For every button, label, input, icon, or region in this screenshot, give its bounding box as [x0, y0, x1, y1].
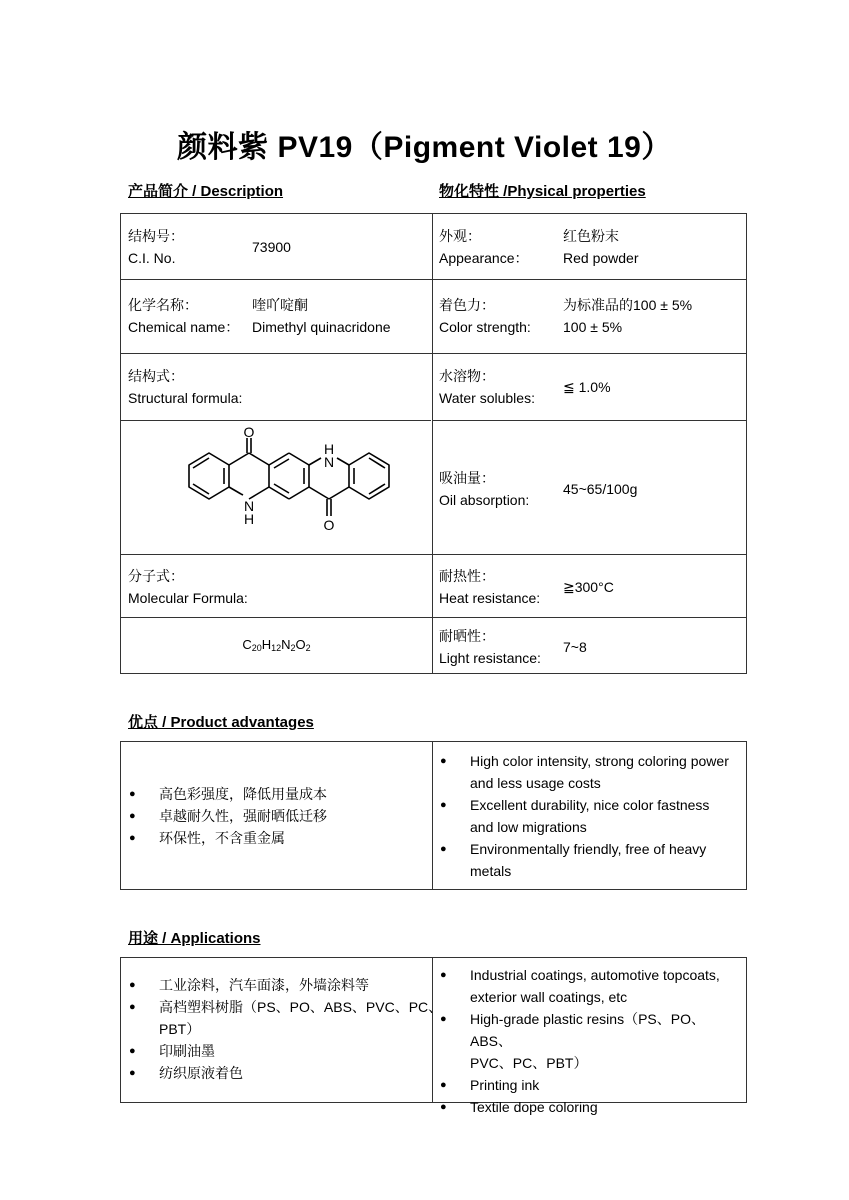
- oil-absorption-value: 45~65/100g: [563, 481, 638, 497]
- list-item-line: ● Textile dope coloring: [470, 1099, 598, 1115]
- light-resistance-value: 7~8: [563, 639, 587, 655]
- list-item: [440, 838, 729, 882]
- list-item-line: ● 印刷油墨: [159, 1043, 215, 1059]
- appearance-value: [563, 225, 639, 269]
- appearance-label: [439, 225, 529, 269]
- molecular-formula-value: [121, 637, 432, 653]
- appearance-label-en: Appearance：: [439, 250, 529, 266]
- row-divider: [121, 554, 746, 555]
- water-solubles-value: ≦ 1.0%: [563, 379, 611, 395]
- advantages-list-cn: [129, 783, 327, 849]
- properties-table: [120, 213, 747, 674]
- list-item-line: ● Printing ink: [470, 1077, 540, 1093]
- light-label-cn: 耐晒性：: [439, 628, 495, 644]
- list-item: ● 环保性，不含重金属: [129, 827, 327, 849]
- struct-label-cn: 结构式：: [128, 368, 184, 384]
- list-item-line: metals: [470, 863, 512, 879]
- list-item-line: ● 纺织原液着色: [159, 1065, 243, 1081]
- list-item-line: and low migrations: [470, 819, 587, 835]
- row-divider: [121, 420, 431, 421]
- chem-label-cn: 化学名称：: [128, 297, 198, 313]
- color-strength-value: [563, 294, 692, 338]
- list-item: [129, 1062, 442, 1084]
- ci-label-cn: 结构号：: [128, 228, 184, 244]
- list-item-line: ● High color intensity, strong coloring power: [470, 753, 729, 769]
- heat-resistance-value: ≧300°C: [563, 579, 614, 595]
- list-item-line: exterior wall coatings, etc: [470, 989, 628, 1005]
- section-physical-heading: 物化特性 /Physical properties: [439, 183, 646, 200]
- oxygen-top-label: O: [243, 426, 255, 440]
- list-item: [129, 996, 442, 1040]
- formula-h-count: 12: [271, 643, 282, 653]
- formula-c: C: [242, 637, 252, 652]
- list-item-line: ● Excellent durability, nice color fastness: [470, 797, 710, 813]
- heat-label-en: Heat resistance:: [439, 590, 541, 606]
- nh-top-h-label: H: [323, 441, 335, 457]
- formula-n: N: [281, 637, 291, 652]
- ci-label-en: C.I. No.: [128, 250, 176, 266]
- chem-value-cn: 喹吖啶酮: [252, 297, 308, 313]
- formula-o-count: 2: [305, 643, 311, 653]
- oil-label-en: Oil absorption:: [439, 492, 530, 508]
- chem-value-en: Dimethyl quinacridone: [252, 319, 391, 335]
- list-item-line: PBT）: [159, 1021, 201, 1037]
- chemical-name-label: [128, 294, 239, 338]
- strength-value-en: 100 ± 5%: [563, 319, 623, 335]
- list-item-line: ● High-grade plastic resins（PS、PO、ABS、: [470, 1011, 705, 1049]
- struct-label-en: Structural formula:: [128, 390, 243, 406]
- row-divider: [432, 420, 746, 421]
- water-solubles-label: [439, 365, 535, 409]
- list-item: ● 卓越耐久性，强耐晒低迁移: [129, 805, 327, 827]
- ci-value: 73900: [252, 239, 291, 255]
- formula-n-count: 2: [290, 643, 296, 653]
- formula-o: O: [295, 637, 306, 652]
- list-item: [129, 1040, 442, 1062]
- oil-label-cn: 吸油量：: [439, 470, 495, 486]
- list-item: [440, 1096, 746, 1118]
- heat-label-cn: 耐热性：: [439, 568, 495, 584]
- strength-label-cn: 着色力：: [439, 297, 495, 313]
- color-strength-label: [439, 294, 531, 338]
- light-label-en: Light resistance:: [439, 650, 541, 666]
- heat-resistance-label: [439, 565, 540, 609]
- nh-top-n-label: N: [323, 454, 335, 470]
- nh-bottom-h-label: H: [243, 511, 255, 527]
- section-advantages-heading: 优点 / Product advantages: [128, 714, 314, 731]
- appearance-label-cn: 外观：: [439, 228, 481, 244]
- row-divider: [121, 353, 746, 354]
- page-title: 颜料紫 PV19（Pigment Violet 19）: [177, 131, 672, 164]
- chemical-name-value: [252, 294, 391, 338]
- applications-box: [120, 957, 747, 1115]
- row-divider: [121, 617, 746, 618]
- applications-list-en: [440, 964, 746, 1118]
- list-item: [440, 964, 746, 1008]
- oxygen-bottom-label: O: [323, 517, 335, 533]
- mol-label-en: Molecular Formula:: [128, 590, 248, 606]
- strength-value-cn: 为标准品的100 ± 5%: [563, 297, 693, 313]
- list-item: [440, 794, 729, 838]
- molecular-formula-label: [128, 565, 248, 609]
- strength-label-en: Color strength:: [439, 319, 531, 335]
- list-item: [129, 974, 442, 996]
- structural-formula-label: [128, 365, 242, 409]
- list-item-line: ● Environmentally friendly, free of heavy: [470, 841, 707, 857]
- structure-diagram: [161, 426, 391, 550]
- list-item-line: ● Industrial coatings, automotive topcoats,: [470, 967, 720, 983]
- advantages-box: [120, 741, 747, 890]
- chem-label-en: Chemical name：: [128, 319, 240, 335]
- appearance-value-en: Red powder: [563, 250, 639, 266]
- formula-h: H: [261, 637, 272, 652]
- row-divider: [121, 279, 746, 280]
- list-item: ● 高色彩强度，降低用量成本: [129, 783, 327, 805]
- oil-absorption-label: [439, 467, 529, 511]
- list-item-line: PVC、PC、PBT）: [470, 1055, 588, 1071]
- applications-list-cn: [129, 974, 442, 1084]
- list-item-line: ● 工业涂料，汽车面漆，外墙涂料等: [159, 977, 369, 993]
- list-item: [440, 1074, 746, 1096]
- advantages-divider: [432, 742, 433, 889]
- ci-label: [128, 225, 184, 269]
- nh-bottom-n-label: N: [243, 498, 255, 514]
- formula-c-count: 20: [251, 643, 262, 653]
- section-description-heading: 产品简介 / Description: [128, 183, 284, 200]
- list-item-line: and less usage costs: [470, 775, 601, 791]
- mol-label-cn: 分子式：: [128, 568, 184, 584]
- water-label-cn: 水溶物：: [439, 368, 495, 384]
- light-resistance-label: [439, 625, 541, 669]
- advantages-list-en: [440, 750, 729, 882]
- list-item: [440, 1008, 746, 1074]
- section-applications-heading: 用途 / Applications: [128, 930, 261, 947]
- water-label-en: Water solubles:: [439, 390, 535, 406]
- appearance-value-cn: 红色粉末: [563, 228, 619, 244]
- list-item: [440, 750, 729, 794]
- table-divider: [432, 214, 433, 673]
- list-item-line: ● 高档塑料树脂（PS、PO、ABS、PVC、PC、: [159, 999, 443, 1015]
